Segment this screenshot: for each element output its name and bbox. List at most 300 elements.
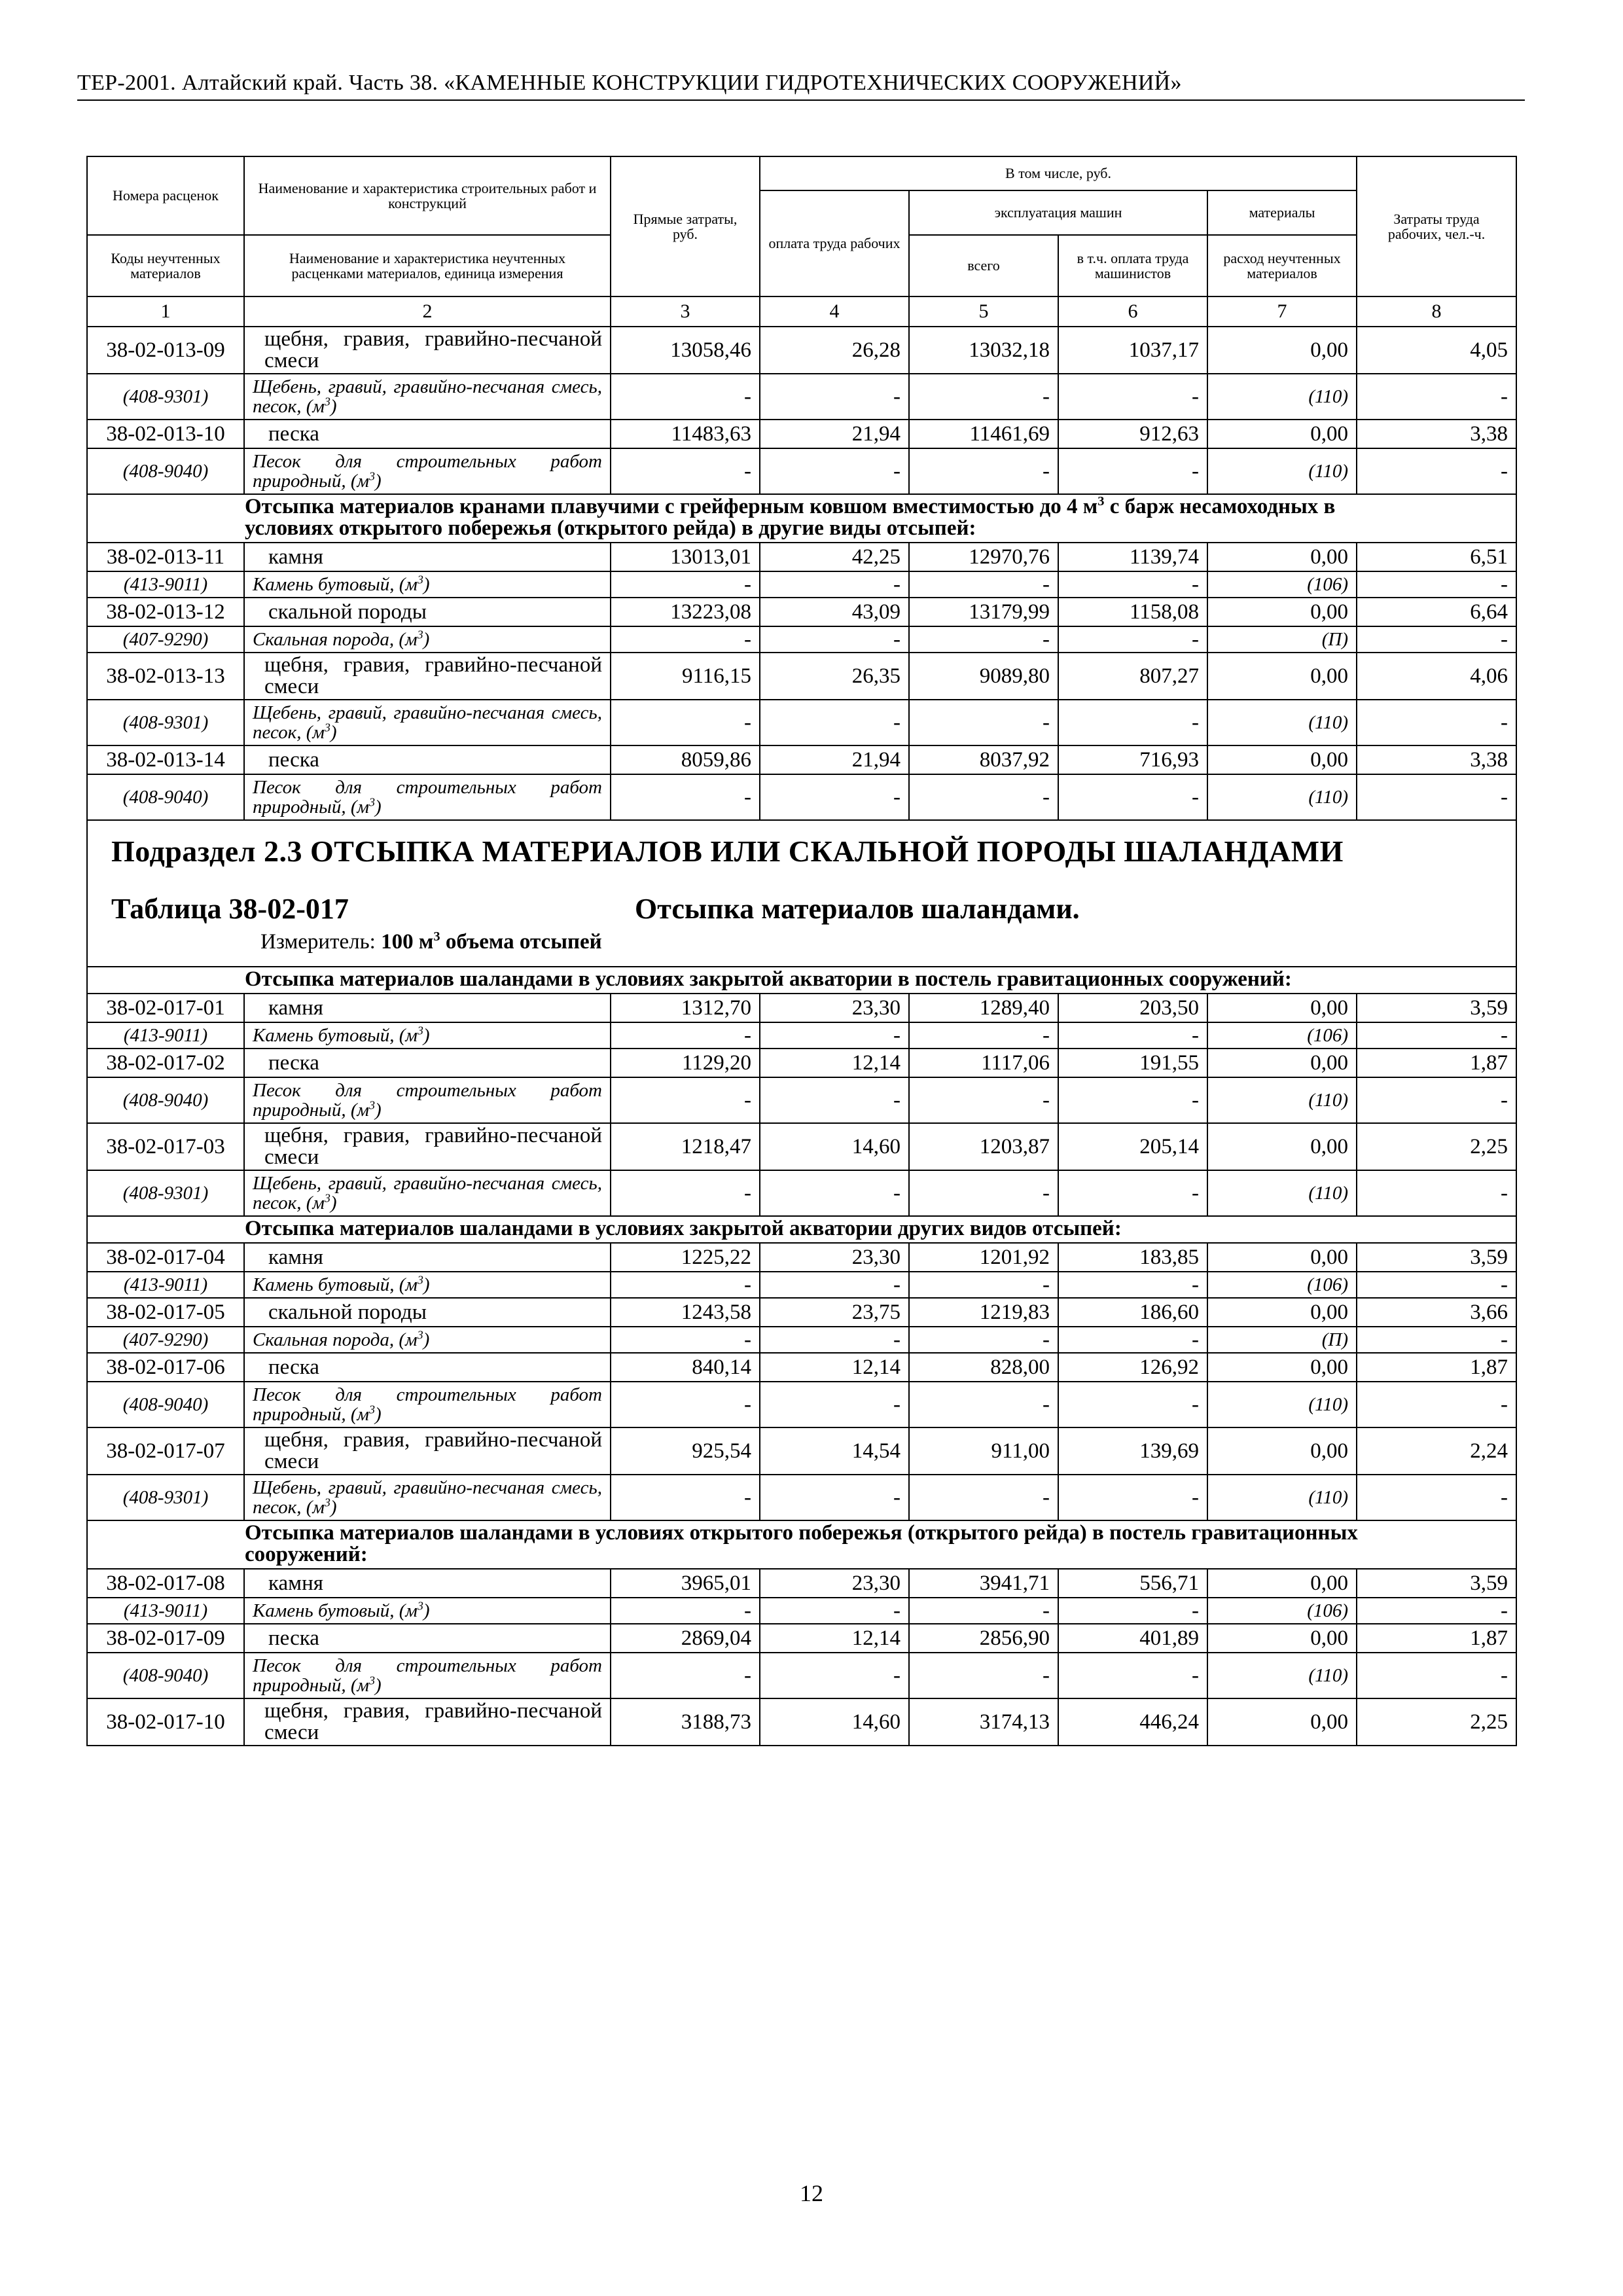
material-name: Камень бутовый, $(м^3)$ bbox=[244, 1598, 611, 1624]
work-name: щебня, гравия, гравийно-песчаной смеси bbox=[244, 653, 611, 700]
material-code: (408-9301) bbox=[87, 1170, 244, 1216]
materials-cost: 0,00 bbox=[1207, 1298, 1357, 1327]
material-norm: (106) bbox=[1207, 1598, 1357, 1624]
material-name: Песок для строительных работ природный, $(м^3)$ bbox=[244, 1382, 611, 1427]
table-caption bbox=[111, 892, 1492, 926]
dash-cell: - bbox=[760, 1475, 909, 1520]
rate-code: 38-02-017-05 bbox=[87, 1298, 244, 1327]
dash-cell: - bbox=[909, 1022, 1058, 1049]
labor-pay: 23,30 bbox=[760, 1243, 909, 1272]
dash-cell: - bbox=[1058, 1327, 1207, 1353]
col-number: 1 bbox=[87, 296, 244, 327]
rate-code: 38-02-017-06 bbox=[87, 1353, 244, 1382]
work-name: песка bbox=[244, 1353, 611, 1382]
dash-cell: - bbox=[909, 571, 1058, 598]
work-name: скальной породы bbox=[244, 1298, 611, 1327]
machines-total: 11461,69 bbox=[909, 420, 1058, 448]
dash-cell: - bbox=[760, 626, 909, 653]
material-name: Щебень, гравий, гравийно-песчаная смесь, песок, $(м^3)$ bbox=[244, 374, 611, 420]
material-row bbox=[87, 448, 1516, 494]
work-name: песка bbox=[244, 420, 611, 448]
group-header: В том числе, руб. bbox=[760, 156, 1357, 190]
dash-cell: - bbox=[760, 571, 909, 598]
dash-cell: - bbox=[760, 1598, 909, 1624]
materials-cost: 0,00 bbox=[1207, 653, 1357, 700]
dash-cell: - bbox=[1357, 774, 1516, 820]
rates-table-wrapper bbox=[86, 156, 1516, 1746]
section-row bbox=[87, 967, 1516, 994]
direct-costs: 3188,73 bbox=[611, 1698, 760, 1746]
material-row bbox=[87, 700, 1516, 745]
dash-cell: - bbox=[1058, 448, 1207, 494]
direct-costs: 1218,47 bbox=[611, 1123, 760, 1170]
labor-pay: 21,94 bbox=[760, 420, 909, 448]
materials-cost: 0,00 bbox=[1207, 543, 1357, 571]
material-code: (408-9040) bbox=[87, 448, 244, 494]
table-row bbox=[87, 1624, 1516, 1653]
material-row bbox=[87, 1272, 1516, 1298]
column-number-row bbox=[87, 296, 1516, 327]
dash-cell: - bbox=[611, 1077, 760, 1123]
rate-code: 38-02-013-14 bbox=[87, 745, 244, 774]
labor-hours: 2,25 bbox=[1357, 1123, 1516, 1170]
material-name: Щебень, гравий, гравийно-песчаная смесь, песок, $(м^3)$ bbox=[244, 1475, 611, 1520]
labor-pay: 12,14 bbox=[760, 1624, 909, 1653]
col7-header: расход неучтенных материалов bbox=[1207, 235, 1357, 296]
col-number: 6 bbox=[1058, 296, 1207, 327]
materials-cost: 0,00 bbox=[1207, 1569, 1357, 1598]
dash-cell: - bbox=[1058, 1022, 1207, 1049]
material-name: Скальная порода, $(м^3)$ bbox=[244, 626, 611, 653]
dash-cell: - bbox=[1058, 1653, 1207, 1698]
material-code: (407-9290) bbox=[87, 626, 244, 653]
labor-pay: 12,14 bbox=[760, 1049, 909, 1077]
table-row bbox=[87, 1353, 1516, 1382]
work-name: камня bbox=[244, 1243, 611, 1272]
table-row bbox=[87, 1698, 1516, 1746]
direct-costs: 13058,46 bbox=[611, 327, 760, 374]
materials-cost: 0,00 bbox=[1207, 1624, 1357, 1653]
dash-cell: - bbox=[1357, 448, 1516, 494]
dash-cell: - bbox=[909, 1382, 1058, 1427]
work-name: камня bbox=[244, 994, 611, 1022]
dash-cell: - bbox=[909, 448, 1058, 494]
table-row bbox=[87, 598, 1516, 626]
material-code: (407-9290) bbox=[87, 1327, 244, 1353]
table-row bbox=[87, 420, 1516, 448]
material-norm: (П) bbox=[1207, 626, 1357, 653]
material-code: (408-9301) bbox=[87, 374, 244, 420]
labor-pay: 43,09 bbox=[760, 598, 909, 626]
material-norm: (110) bbox=[1207, 374, 1357, 420]
dash-cell: - bbox=[1357, 1382, 1516, 1427]
machines-total: 9089,80 bbox=[909, 653, 1058, 700]
dash-cell: - bbox=[1357, 571, 1516, 598]
dash-cell: - bbox=[611, 1598, 760, 1624]
direct-costs: 11483,63 bbox=[611, 420, 760, 448]
dash-cell: - bbox=[1058, 700, 1207, 745]
meter-line bbox=[260, 930, 1492, 954]
labor-hours: 3,59 bbox=[1357, 1569, 1516, 1598]
machinist-pay: 203,50 bbox=[1058, 994, 1207, 1022]
dash-cell: - bbox=[1357, 700, 1516, 745]
work-name: щебня, гравия, гравийно-песчаной смеси bbox=[244, 327, 611, 374]
dash-cell: - bbox=[760, 374, 909, 420]
machines-total: 3174,13 bbox=[909, 1698, 1058, 1746]
labor-pay: 23,75 bbox=[760, 1298, 909, 1327]
rate-code: 38-02-013-09 bbox=[87, 327, 244, 374]
direct-costs: 1312,70 bbox=[611, 994, 760, 1022]
table-row bbox=[87, 745, 1516, 774]
dash-cell: - bbox=[760, 448, 909, 494]
rate-code: 38-02-017-04 bbox=[87, 1243, 244, 1272]
subsection-block bbox=[87, 820, 1516, 967]
machinist-pay: 912,63 bbox=[1058, 420, 1207, 448]
dash-cell: - bbox=[1357, 1170, 1516, 1216]
table-row bbox=[87, 1049, 1516, 1077]
machinist-pay: 205,14 bbox=[1058, 1123, 1207, 1170]
dash-cell: - bbox=[909, 374, 1058, 420]
material-code: (408-9301) bbox=[87, 1475, 244, 1520]
section-row bbox=[87, 494, 1516, 543]
machines-total: 3941,71 bbox=[909, 1569, 1058, 1598]
machines-total: 1289,40 bbox=[909, 994, 1058, 1022]
subsection-cell bbox=[87, 820, 1516, 967]
machines-total: 12970,76 bbox=[909, 543, 1058, 571]
machines-total: 13032,18 bbox=[909, 327, 1058, 374]
table-code: Таблица 38-02-017 bbox=[111, 893, 349, 925]
rate-code: 38-02-013-10 bbox=[87, 420, 244, 448]
section-row bbox=[87, 1520, 1516, 1569]
section-heading: Отсыпка материалов шаландами в условиях открытого побережья (открытого рейда) в постель гравитационных сооружений: bbox=[87, 1520, 1516, 1569]
material-name: Песок для строительных работ природный, $(м^3)$ bbox=[244, 1653, 611, 1698]
material-norm: (110) bbox=[1207, 1475, 1357, 1520]
page-header: ТЕР-2001. Алтайский край. Часть 38. «КАМЕННЫЕ КОНСТРУКЦИИ ГИДРОТЕХНИЧЕСКИХ СООРУЖЕНИЙ» bbox=[77, 71, 1525, 101]
material-code: (413-9011) bbox=[87, 1272, 244, 1298]
labor-hours: 2,24 bbox=[1357, 1427, 1516, 1475]
labor-hours: 3,66 bbox=[1357, 1298, 1516, 1327]
machinist-pay: 807,27 bbox=[1058, 653, 1207, 700]
labor-pay: 12,14 bbox=[760, 1353, 909, 1382]
material-name: Камень бутовый, $(м^3)$ bbox=[244, 1022, 611, 1049]
machinist-pay: 1158,08 bbox=[1058, 598, 1207, 626]
material-row bbox=[87, 774, 1516, 820]
dash-cell: - bbox=[611, 1382, 760, 1427]
work-name: щебня, гравия, гравийно-песчаной смеси bbox=[244, 1698, 611, 1746]
dash-cell: - bbox=[1357, 1598, 1516, 1624]
dash-cell: - bbox=[760, 1022, 909, 1049]
machines-total: 1117,06 bbox=[909, 1049, 1058, 1077]
labor-pay: 23,30 bbox=[760, 1569, 909, 1598]
rate-code: 38-02-013-13 bbox=[87, 653, 244, 700]
dash-cell: - bbox=[760, 1653, 909, 1698]
material-norm: (110) bbox=[1207, 774, 1357, 820]
table-row bbox=[87, 543, 1516, 571]
machines-total: 828,00 bbox=[909, 1353, 1058, 1382]
material-row bbox=[87, 1653, 1516, 1698]
material-norm: (П) bbox=[1207, 1327, 1357, 1353]
dash-cell: - bbox=[611, 374, 760, 420]
dash-cell: - bbox=[611, 626, 760, 653]
col1-top-header: Номера расценок bbox=[87, 156, 244, 235]
dash-cell: - bbox=[909, 700, 1058, 745]
table-row bbox=[87, 1569, 1516, 1598]
direct-costs: 925,54 bbox=[611, 1427, 760, 1475]
labor-hours: 6,51 bbox=[1357, 543, 1516, 571]
table-row bbox=[87, 1427, 1516, 1475]
dash-cell: - bbox=[1357, 1327, 1516, 1353]
rate-code: 38-02-013-12 bbox=[87, 598, 244, 626]
col-number: 5 bbox=[909, 296, 1058, 327]
table-row bbox=[87, 327, 1516, 374]
work-name: щебня, гравия, гравийно-песчаной смеси bbox=[244, 1427, 611, 1475]
dash-cell: - bbox=[760, 774, 909, 820]
labor-pay: 14,54 bbox=[760, 1427, 909, 1475]
dash-cell: - bbox=[909, 1077, 1058, 1123]
col8-header: Затраты труда рабочих, чел.-ч. bbox=[1357, 156, 1516, 296]
dash-cell: - bbox=[1357, 1653, 1516, 1698]
material-name: Щебень, гравий, гравийно-песчаная смесь, песок, $(м^3)$ bbox=[244, 700, 611, 745]
dash-cell: - bbox=[1058, 1598, 1207, 1624]
direct-costs: 13223,08 bbox=[611, 598, 760, 626]
material-name: Камень бутовый, $(м^3)$ bbox=[244, 1272, 611, 1298]
header-row-1 bbox=[87, 156, 1516, 190]
material-name: Песок для строительных работ природный, $(м^3)$ bbox=[244, 774, 611, 820]
materials-cost: 0,00 bbox=[1207, 1698, 1357, 1746]
dash-cell: - bbox=[760, 700, 909, 745]
material-norm: (110) bbox=[1207, 1077, 1357, 1123]
materials-cost: 0,00 bbox=[1207, 598, 1357, 626]
dash-cell: - bbox=[909, 1170, 1058, 1216]
dash-cell: - bbox=[611, 700, 760, 745]
direct-costs: 2869,04 bbox=[611, 1624, 760, 1653]
material-norm: (110) bbox=[1207, 1170, 1357, 1216]
labor-hours: 1,87 bbox=[1357, 1353, 1516, 1382]
material-name: Песок для строительных работ природный, $(м^3)$ bbox=[244, 448, 611, 494]
machinist-pay: 186,60 bbox=[1058, 1298, 1207, 1327]
meter-value: 100 $м^3$ объема отсыпей bbox=[381, 929, 602, 954]
material-row bbox=[87, 626, 1516, 653]
col-number: 7 bbox=[1207, 296, 1357, 327]
labor-hours: 1,87 bbox=[1357, 1624, 1516, 1653]
materials-cost: 0,00 bbox=[1207, 327, 1357, 374]
labor-pay: 26,35 bbox=[760, 653, 909, 700]
direct-costs: 8059,86 bbox=[611, 745, 760, 774]
dash-cell: - bbox=[1058, 1272, 1207, 1298]
dash-cell: - bbox=[1357, 626, 1516, 653]
material-code: (408-9040) bbox=[87, 1653, 244, 1698]
rate-code: 38-02-017-02 bbox=[87, 1049, 244, 1077]
table-row bbox=[87, 1298, 1516, 1327]
work-name: песка bbox=[244, 745, 611, 774]
work-name: камня bbox=[244, 1569, 611, 1598]
col2-top-header: Наименование и характеристика строительных работ и конструкций bbox=[244, 156, 611, 235]
machinist-pay: 1139,74 bbox=[1058, 543, 1207, 571]
material-row bbox=[87, 1382, 1516, 1427]
machinist-pay: 1037,17 bbox=[1058, 327, 1207, 374]
material-code: (408-9040) bbox=[87, 1382, 244, 1427]
material-row bbox=[87, 1077, 1516, 1123]
direct-costs: 1243,58 bbox=[611, 1298, 760, 1327]
dash-cell: - bbox=[909, 626, 1058, 653]
direct-costs: 1129,20 bbox=[611, 1049, 760, 1077]
material-code: (408-9301) bbox=[87, 700, 244, 745]
dash-cell: - bbox=[611, 1170, 760, 1216]
dash-cell: - bbox=[1058, 1382, 1207, 1427]
material-row bbox=[87, 1327, 1516, 1353]
dash-cell: - bbox=[909, 1653, 1058, 1698]
material-norm: (106) bbox=[1207, 571, 1357, 598]
dash-cell: - bbox=[760, 1382, 909, 1427]
material-norm: (110) bbox=[1207, 448, 1357, 494]
dash-cell: - bbox=[1357, 1272, 1516, 1298]
col-number: 3 bbox=[611, 296, 760, 327]
col2-bottom-header: Наименование и характеристика неучтенных расценками материалов, единица измерения bbox=[244, 235, 611, 296]
dash-cell: - bbox=[611, 1272, 760, 1298]
materials-cost: 0,00 bbox=[1207, 1049, 1357, 1077]
col6-header: в т.ч. оплата труда машинистов bbox=[1058, 235, 1207, 296]
dash-cell: - bbox=[611, 774, 760, 820]
dash-cell: - bbox=[611, 1022, 760, 1049]
col1-bottom-header: Коды неучтенных материалов bbox=[87, 235, 244, 296]
material-name: Песок для строительных работ природный, $(м^3)$ bbox=[244, 1077, 611, 1123]
dash-cell: - bbox=[909, 1327, 1058, 1353]
subsection-title: Подраздел 2.3 ОТСЫПКА МАТЕРИАЛОВ ИЛИ СКАЛЬНОЙ ПОРОДЫ ШАЛАНДАМИ bbox=[111, 834, 1344, 868]
labor-hours: 3,59 bbox=[1357, 1243, 1516, 1272]
labor-pay: 14,60 bbox=[760, 1123, 909, 1170]
machines-total: 911,00 bbox=[909, 1427, 1058, 1475]
dash-cell: - bbox=[1058, 374, 1207, 420]
material-row bbox=[87, 1170, 1516, 1216]
materials-cost: 0,00 bbox=[1207, 420, 1357, 448]
labor-pay: 23,30 bbox=[760, 994, 909, 1022]
rate-code: 38-02-017-09 bbox=[87, 1624, 244, 1653]
rate-code: 38-02-013-11 bbox=[87, 543, 244, 571]
machinist-pay: 446,24 bbox=[1058, 1698, 1207, 1746]
rate-code: 38-02-017-08 bbox=[87, 1569, 244, 1598]
labor-hours: 3,38 bbox=[1357, 420, 1516, 448]
col5-header: всего bbox=[909, 235, 1058, 296]
machines-total: 1203,87 bbox=[909, 1123, 1058, 1170]
labor-hours: 2,25 bbox=[1357, 1698, 1516, 1746]
dash-cell: - bbox=[760, 1272, 909, 1298]
labor-hours: 1,87 bbox=[1357, 1049, 1516, 1077]
machines-total: 2856,90 bbox=[909, 1624, 1058, 1653]
work-name: камня bbox=[244, 543, 611, 571]
dash-cell: - bbox=[1058, 571, 1207, 598]
dash-cell: - bbox=[1357, 1022, 1516, 1049]
labor-hours: 4,06 bbox=[1357, 653, 1516, 700]
rates-table bbox=[86, 156, 1517, 1746]
rate-code: 38-02-017-10 bbox=[87, 1698, 244, 1746]
dash-cell: - bbox=[1058, 1475, 1207, 1520]
dash-cell: - bbox=[909, 1598, 1058, 1624]
material-code: (413-9011) bbox=[87, 571, 244, 598]
work-name: песка bbox=[244, 1624, 611, 1653]
machinist-pay: 139,69 bbox=[1058, 1427, 1207, 1475]
section-heading: Отсыпка материалов шаландами в условиях закрытой акватории в постель гравитационных сооружений: bbox=[87, 967, 1516, 994]
direct-costs: 3965,01 bbox=[611, 1569, 760, 1598]
material-norm: (106) bbox=[1207, 1272, 1357, 1298]
rate-code: 38-02-017-03 bbox=[87, 1123, 244, 1170]
direct-costs: 9116,15 bbox=[611, 653, 760, 700]
dash-cell: - bbox=[611, 1475, 760, 1520]
table-title: Отсыпка материалов шаландами. bbox=[635, 893, 1080, 925]
meter-label: Измеритель: bbox=[260, 930, 376, 954]
dash-cell: - bbox=[909, 1475, 1058, 1520]
materials-cost: 0,00 bbox=[1207, 1243, 1357, 1272]
section-heading: Отсыпка материалов шаландами в условиях закрытой акватории других видов отсыпей: bbox=[87, 1216, 1516, 1243]
material-row bbox=[87, 1022, 1516, 1049]
material-name: Камень бутовый, $(м^3)$ bbox=[244, 571, 611, 598]
materials-cost: 0,00 bbox=[1207, 745, 1357, 774]
dash-cell: - bbox=[1357, 1077, 1516, 1123]
labor-hours: 4,05 bbox=[1357, 327, 1516, 374]
table-row bbox=[87, 653, 1516, 700]
machines-total: 1201,92 bbox=[909, 1243, 1058, 1272]
col-number: 4 bbox=[760, 296, 909, 327]
dash-cell: - bbox=[611, 571, 760, 598]
material-name: Щебень, гравий, гравийно-песчаная смесь, песок, $(м^3)$ bbox=[244, 1170, 611, 1216]
material-row bbox=[87, 1475, 1516, 1520]
work-name: щебня, гравия, гравийно-песчаной смеси bbox=[244, 1123, 611, 1170]
material-row bbox=[87, 374, 1516, 420]
dash-cell: - bbox=[611, 448, 760, 494]
material-code: (413-9011) bbox=[87, 1022, 244, 1049]
table-row bbox=[87, 1243, 1516, 1272]
direct-costs: 840,14 bbox=[611, 1353, 760, 1382]
material-norm: (110) bbox=[1207, 1653, 1357, 1698]
labor-hours: 6,64 bbox=[1357, 598, 1516, 626]
labor-pay: 14,60 bbox=[760, 1698, 909, 1746]
dash-cell: - bbox=[760, 1327, 909, 1353]
material-name: Скальная порода, $(м^3)$ bbox=[244, 1327, 611, 1353]
work-name: песка bbox=[244, 1049, 611, 1077]
dash-cell: - bbox=[1058, 1170, 1207, 1216]
machinist-pay: 183,85 bbox=[1058, 1243, 1207, 1272]
material-code: (413-9011) bbox=[87, 1598, 244, 1624]
machinist-pay: 126,92 bbox=[1058, 1353, 1207, 1382]
col-number: 2 bbox=[244, 296, 611, 327]
material-norm: (110) bbox=[1207, 700, 1357, 745]
rate-code: 38-02-017-01 bbox=[87, 994, 244, 1022]
labor-pay: 21,94 bbox=[760, 745, 909, 774]
labor-hours: 3,38 bbox=[1357, 745, 1516, 774]
direct-costs: 1225,22 bbox=[611, 1243, 760, 1272]
material-row bbox=[87, 571, 1516, 598]
machinist-pay: 716,93 bbox=[1058, 745, 1207, 774]
material-code: (408-9040) bbox=[87, 1077, 244, 1123]
material-norm: (106) bbox=[1207, 1022, 1357, 1049]
dash-cell: - bbox=[1357, 1475, 1516, 1520]
dash-cell: - bbox=[909, 1272, 1058, 1298]
machinist-pay: 191,55 bbox=[1058, 1049, 1207, 1077]
machinist-pay: 556,71 bbox=[1058, 1569, 1207, 1598]
labor-hours: 3,59 bbox=[1357, 994, 1516, 1022]
dash-cell: - bbox=[1357, 374, 1516, 420]
table-row bbox=[87, 1123, 1516, 1170]
table-row bbox=[87, 994, 1516, 1022]
machines-total: 8037,92 bbox=[909, 745, 1058, 774]
machines-total: 13179,99 bbox=[909, 598, 1058, 626]
dash-cell: - bbox=[760, 1170, 909, 1216]
materials-cost: 0,00 bbox=[1207, 1353, 1357, 1382]
material-norm: (110) bbox=[1207, 1382, 1357, 1427]
rate-code: 38-02-017-07 bbox=[87, 1427, 244, 1475]
section-heading: Отсыпка материалов кранами плавучими с грейферным ковшом вместимостью до 4 $м^3$ с барж несамоходных в условиях открытого побережья (открытого рейда) в другие виды отсыпей: bbox=[87, 494, 1516, 543]
work-name: скальной породы bbox=[244, 598, 611, 626]
labor-pay: 42,25 bbox=[760, 543, 909, 571]
